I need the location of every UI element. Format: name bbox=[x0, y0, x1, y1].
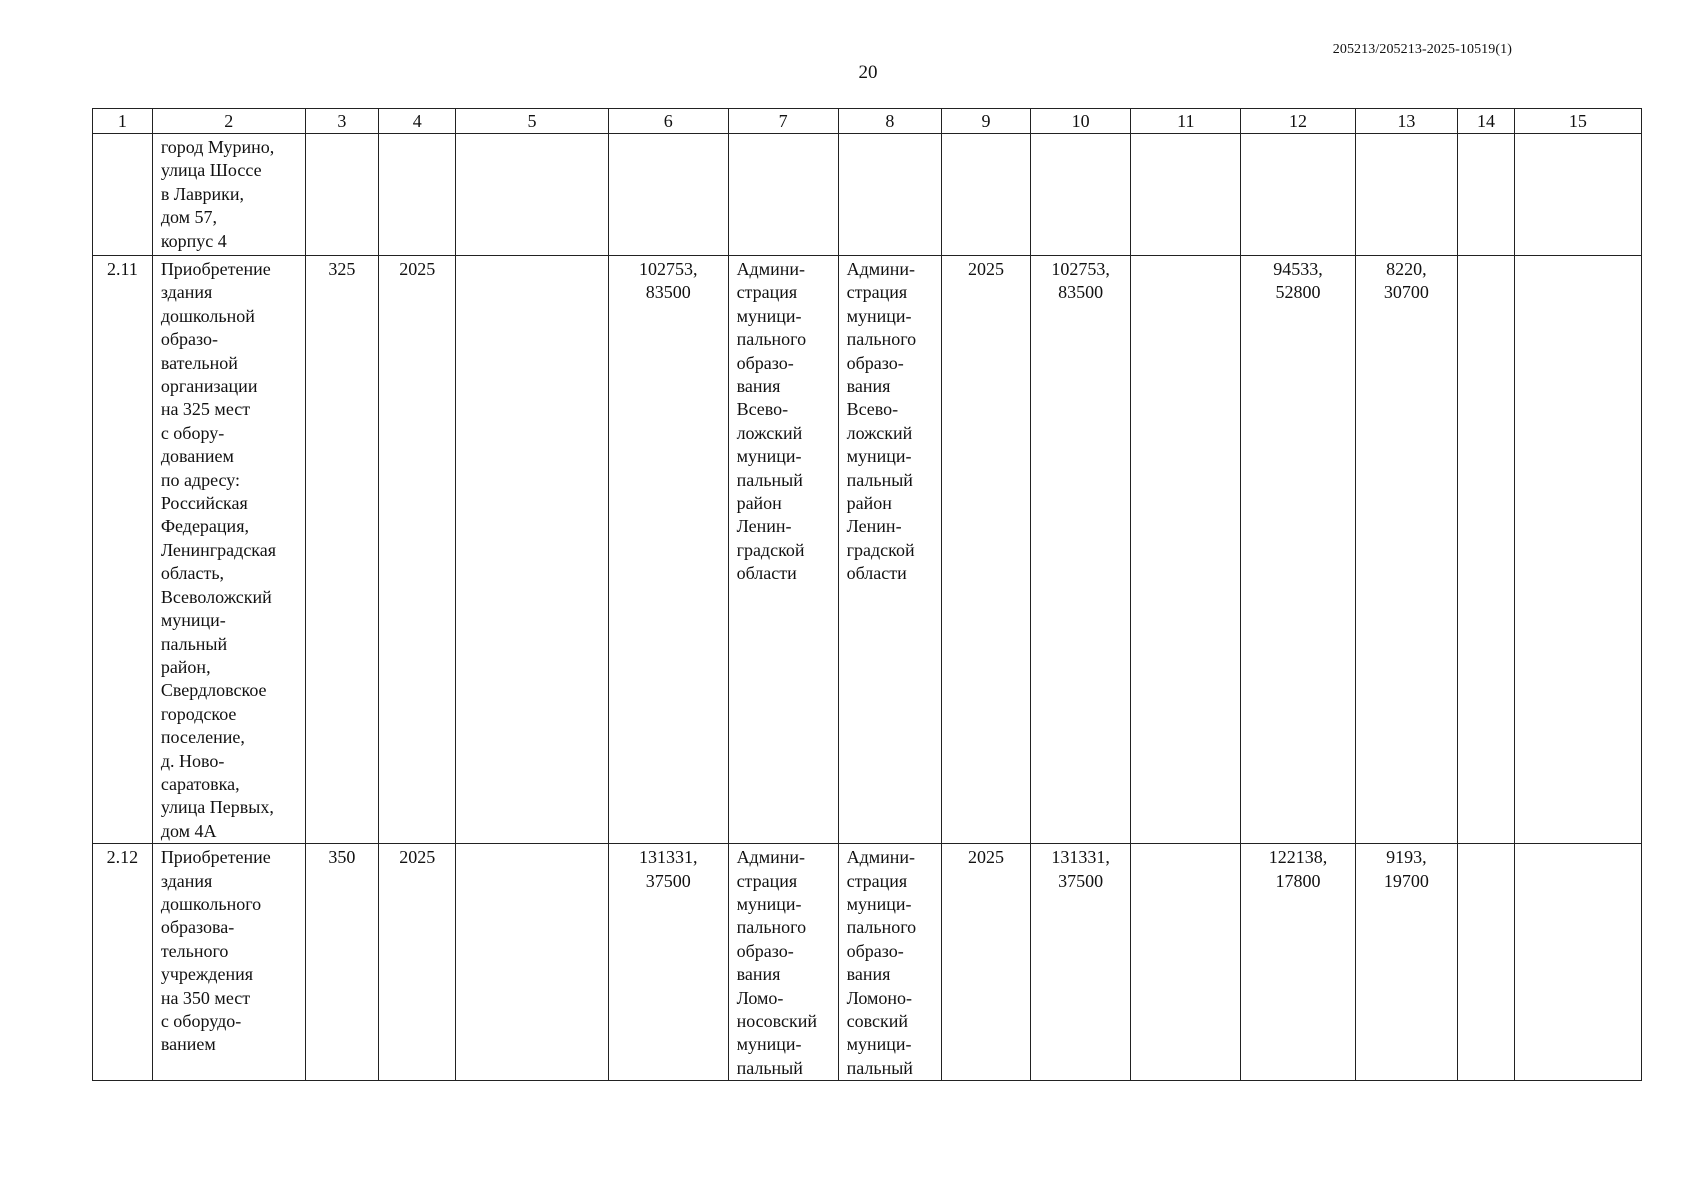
cell-capacity: 350 bbox=[305, 844, 379, 1081]
cell-col14 bbox=[1458, 256, 1515, 844]
text-line: муници- bbox=[736, 893, 802, 914]
text-line: 102753, bbox=[638, 259, 698, 279]
text-line: в Лаврики, bbox=[160, 183, 245, 204]
text-line: Админи- bbox=[736, 847, 806, 868]
text-line: дошкольной bbox=[160, 305, 255, 326]
cell-col15 bbox=[1514, 256, 1641, 844]
column-header: 1 bbox=[93, 109, 153, 134]
text-line: поселение, bbox=[160, 727, 245, 748]
cell-year: 2025 bbox=[379, 844, 456, 1081]
text-line: пального bbox=[736, 917, 807, 938]
text-line: страция bbox=[846, 282, 908, 303]
text-line: Всево- bbox=[846, 399, 899, 420]
column-header: 9 bbox=[942, 109, 1031, 134]
text-line: дошкольного bbox=[160, 893, 262, 914]
text-line: градской bbox=[736, 539, 805, 560]
cell-number: 2.12 bbox=[93, 844, 153, 1081]
table-row bbox=[93, 134, 1642, 256]
cell-col5 bbox=[456, 844, 609, 1081]
text-line: вания bbox=[736, 964, 781, 985]
text-line: 94533, bbox=[1273, 259, 1323, 279]
column-header: 8 bbox=[838, 109, 942, 134]
cell-number: 2.11 bbox=[93, 256, 153, 844]
cell-customer bbox=[728, 256, 838, 844]
text-line: муници- bbox=[736, 1034, 802, 1055]
text-line: пального bbox=[736, 329, 807, 350]
text-line: пального bbox=[846, 917, 917, 938]
text-line: страция bbox=[736, 870, 798, 891]
text-line: Всево- bbox=[736, 399, 789, 420]
text-line: пальный bbox=[160, 633, 228, 654]
cell-object-name bbox=[152, 844, 305, 1081]
cell-col13 bbox=[1355, 256, 1458, 844]
cell-customer bbox=[728, 134, 838, 256]
text-line: носовский bbox=[736, 1011, 818, 1031]
cell-developer bbox=[838, 256, 942, 844]
text-line: здания bbox=[160, 282, 213, 303]
cell-col12 bbox=[1241, 134, 1355, 256]
text-line: организации bbox=[160, 376, 258, 397]
text-line: вания bbox=[736, 376, 781, 397]
cell-year: 2025 bbox=[379, 256, 456, 844]
text-line: район bbox=[846, 493, 892, 514]
cell-number bbox=[93, 134, 153, 256]
text-line: Российская bbox=[160, 493, 248, 514]
text-line: 8220, bbox=[1386, 259, 1427, 279]
cell-col11 bbox=[1131, 134, 1241, 256]
text-line: на 350 мест bbox=[160, 987, 251, 1008]
column-header: 15 bbox=[1514, 109, 1641, 134]
text-line: страция bbox=[736, 282, 798, 303]
column-number-row bbox=[93, 109, 1642, 134]
cell-capacity: 325 bbox=[305, 256, 379, 844]
text-line: 37500 bbox=[1058, 870, 1104, 891]
text-line: 19700 bbox=[1383, 870, 1429, 891]
cell-col5 bbox=[456, 134, 609, 256]
text-line: Приобретение bbox=[160, 847, 271, 868]
column-header: 2 bbox=[152, 109, 305, 134]
text-line: 52800 bbox=[1275, 282, 1321, 303]
cell-total-cost bbox=[608, 256, 728, 844]
text-line: Свердловское bbox=[160, 680, 267, 701]
text-line: 102753, bbox=[1051, 259, 1110, 279]
text-line: здания bbox=[160, 870, 213, 891]
text-line: с оборудо- bbox=[160, 1011, 242, 1031]
text-line: 83500 bbox=[1058, 282, 1104, 303]
text-line: 17800 bbox=[1275, 870, 1321, 891]
text-line: муници- bbox=[846, 893, 912, 914]
text-line: Ленин- bbox=[736, 516, 792, 537]
text-line: пальный bbox=[736, 469, 803, 490]
text-line: дом 4А bbox=[160, 820, 217, 841]
text-line: дом 57, bbox=[160, 207, 218, 228]
text-line: учреждения bbox=[160, 964, 253, 985]
cell-object-name bbox=[152, 256, 305, 844]
column-header: 6 bbox=[608, 109, 728, 134]
text-line: совский bbox=[846, 1011, 908, 1031]
text-line: 122138, bbox=[1268, 847, 1328, 868]
text-line: пальный bbox=[846, 469, 913, 490]
cell-total-cost bbox=[608, 134, 728, 256]
cell-developer bbox=[838, 844, 942, 1081]
table-row bbox=[93, 844, 1642, 1081]
text-line: Всеволожский bbox=[160, 586, 272, 607]
text-line: Админи- bbox=[846, 847, 916, 868]
text-line: корпус 4 bbox=[160, 230, 227, 251]
column-header: 3 bbox=[305, 109, 379, 134]
cell-amount-total bbox=[1030, 844, 1130, 1081]
text-line: области bbox=[846, 563, 907, 584]
cell-col12 bbox=[1241, 256, 1355, 844]
cell-col13 bbox=[1355, 134, 1458, 256]
text-line: с обору- bbox=[160, 422, 225, 443]
text-line: муници- bbox=[846, 305, 912, 326]
text-line: район bbox=[736, 493, 782, 514]
text-line: ложский bbox=[736, 422, 803, 443]
column-header: 5 bbox=[456, 109, 609, 134]
cell-col15 bbox=[1514, 134, 1641, 256]
text-line: образо- bbox=[736, 940, 794, 961]
text-line: вания bbox=[846, 964, 891, 985]
text-line: Приобретение bbox=[160, 259, 271, 279]
text-line: по адресу: bbox=[160, 469, 241, 490]
text-line: городское bbox=[160, 703, 237, 724]
table-row bbox=[93, 256, 1642, 844]
text-line: муници- bbox=[160, 610, 226, 631]
cell-developer bbox=[838, 134, 942, 256]
cell-amount-total bbox=[1030, 134, 1130, 256]
text-line: образова- bbox=[160, 917, 235, 938]
cell-year-financing: 2025 bbox=[942, 844, 1031, 1081]
text-line: Федерация, bbox=[160, 516, 249, 537]
cell-year-financing bbox=[942, 134, 1031, 256]
text-line: образо- bbox=[736, 352, 794, 373]
page-number: 20 bbox=[858, 62, 878, 83]
cell-total-cost bbox=[608, 844, 728, 1081]
text-line: градской bbox=[846, 539, 915, 560]
cell-col15 bbox=[1514, 844, 1641, 1081]
text-line: области bbox=[736, 563, 797, 584]
data-table bbox=[92, 108, 1642, 1081]
text-line: на 325 мест bbox=[160, 399, 251, 420]
text-line: Ленинградская bbox=[160, 539, 277, 560]
cell-col14 bbox=[1458, 134, 1515, 256]
cell-col5 bbox=[456, 256, 609, 844]
text-line: муници- bbox=[846, 1034, 912, 1055]
text-line: область, bbox=[160, 563, 225, 584]
text-line: образо- bbox=[160, 329, 218, 350]
cell-customer bbox=[728, 844, 838, 1081]
column-header: 4 bbox=[379, 109, 456, 134]
text-line: пального bbox=[846, 329, 917, 350]
text-line: ванием bbox=[160, 1034, 216, 1055]
text-line: Админи- bbox=[736, 259, 806, 279]
column-header: 13 bbox=[1355, 109, 1458, 134]
text-line: дованием bbox=[160, 446, 234, 467]
text-line: вательной bbox=[160, 352, 238, 373]
text-line: д. Ново- bbox=[160, 750, 225, 771]
text-line: муници- bbox=[846, 446, 912, 467]
document-registration-number: 205213/205213-2025-10519(1) bbox=[1332, 42, 1512, 57]
column-header: 10 bbox=[1030, 109, 1130, 134]
text-line: район, bbox=[160, 656, 211, 677]
text-line: улица Первых, bbox=[160, 797, 274, 818]
cell-col11 bbox=[1131, 256, 1241, 844]
text-line: Ломоно- bbox=[846, 987, 913, 1008]
text-line: 30700 bbox=[1383, 282, 1429, 303]
text-line: ложский bbox=[846, 422, 913, 443]
text-line: 37500 bbox=[645, 870, 691, 891]
text-line: улица Шоссе bbox=[160, 160, 262, 181]
text-line: тельного bbox=[160, 940, 229, 961]
text-line: муници- bbox=[736, 305, 802, 326]
text-line: пальный bbox=[846, 1057, 913, 1078]
text-line: образо- bbox=[846, 352, 904, 373]
text-line: 9193, bbox=[1386, 847, 1427, 868]
text-line: Ломо- bbox=[736, 987, 784, 1008]
text-line: образо- bbox=[846, 940, 904, 961]
cell-amount-total bbox=[1030, 256, 1130, 844]
text-line: 131331, bbox=[1051, 847, 1110, 868]
cell-object-name bbox=[152, 134, 305, 256]
text-line: 131331, bbox=[638, 847, 698, 868]
text-line: муници- bbox=[736, 446, 802, 467]
cell-col11 bbox=[1131, 844, 1241, 1081]
cell-year-financing: 2025 bbox=[942, 256, 1031, 844]
text-line: Админи- bbox=[846, 259, 916, 279]
text-line: город Мурино, bbox=[160, 137, 275, 157]
text-line: саратовка, bbox=[160, 773, 240, 794]
cell-col14 bbox=[1458, 844, 1515, 1081]
text-line: вания bbox=[846, 376, 891, 397]
column-header: 12 bbox=[1241, 109, 1355, 134]
column-header: 7 bbox=[728, 109, 838, 134]
cell-col13 bbox=[1355, 844, 1458, 1081]
text-line: страция bbox=[846, 870, 908, 891]
cell-year bbox=[379, 134, 456, 256]
cell-col12 bbox=[1241, 844, 1355, 1081]
column-header: 14 bbox=[1458, 109, 1515, 134]
text-line: 83500 bbox=[645, 282, 691, 303]
text-line: Ленин- bbox=[846, 516, 902, 537]
cell-capacity bbox=[305, 134, 379, 256]
column-header: 11 bbox=[1131, 109, 1241, 134]
text-line: пальный bbox=[736, 1057, 803, 1078]
